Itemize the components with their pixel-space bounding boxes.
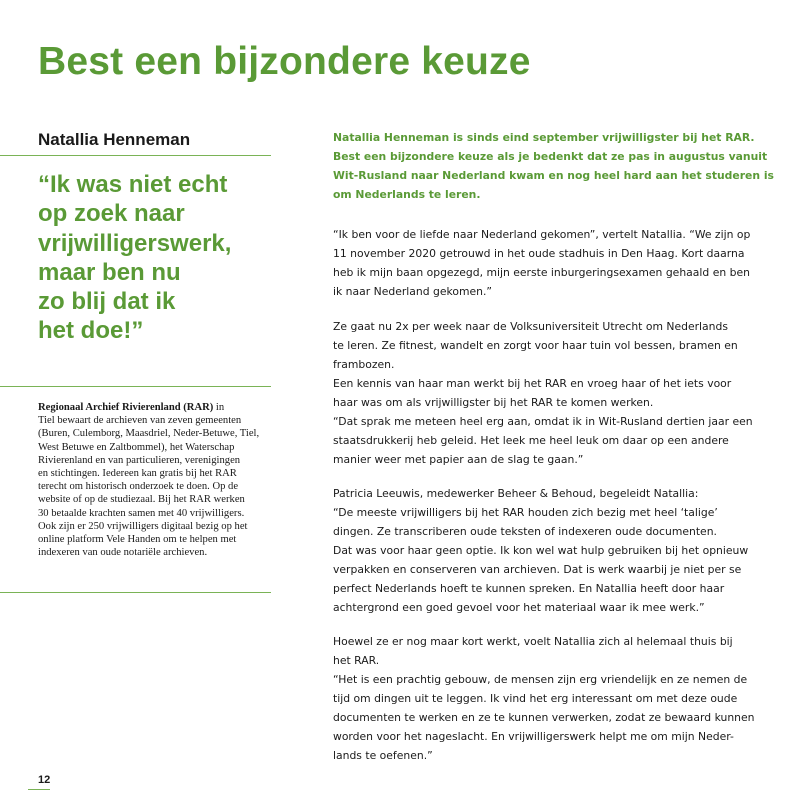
info-box-line: website of op de studiezaal. Bij het RAR werken <box>38 494 245 506</box>
pull-quote <box>38 170 278 346</box>
text-line: Natallia Henneman is sinds eind september vrijwilligster bij het RAR. <box>333 131 755 144</box>
quote-line: het doe!” <box>38 317 144 345</box>
text-line: frambozen. <box>333 358 395 371</box>
info-box-line: indexeren van oude notariële archieven. <box>38 547 208 559</box>
body-paragraph-4 <box>333 632 773 765</box>
text-line: lands te oefenen.” <box>333 749 433 762</box>
page-number: 12 <box>38 774 51 786</box>
info-box-line: (Buren, Culemborg, Maasdriel, Neder-Betuwe, Tiel, <box>38 428 260 440</box>
info-box-line: Rivierenland en van particulieren, verenigingen <box>38 454 241 466</box>
divider-middle <box>0 386 271 387</box>
info-box-line: Ook zijn er 250 vrijwilligers digitaal bezig op het <box>38 520 248 532</box>
text-line: Patricia Leeuwis, medewerker Beheer & Behoud, begeleidt Natallia: <box>333 487 699 500</box>
text-line: dingen. Ze transcriberen oude teksten of indexeren oude documenten. <box>333 525 717 538</box>
info-box <box>38 401 276 559</box>
divider-bottom <box>0 592 271 593</box>
page-number-rule <box>28 789 50 790</box>
text-line: 11 november 2020 getrouwd in het oude stadhuis in Den Haag. Kort daarna <box>333 247 745 260</box>
article-title: Best een bijzondere keuze <box>38 40 531 83</box>
quote-line: “Ik was niet echt <box>38 171 228 198</box>
info-box-line: en stichtingen. Iedereen kan gratis bij het RAR <box>38 468 237 480</box>
text-line: verpakken en conserveren van archieven. Dat is werk waarbij je niet per se <box>333 563 742 576</box>
text-line: “Ik ben voor de liefde naar Nederland gekomen”, vertelt Natallia. “We zijn op <box>333 228 751 241</box>
body-paragraph-1 <box>333 225 773 301</box>
info-box-organisation: Regionaal Archief Rivierenland (RAR) <box>38 402 214 413</box>
text-line: Dat was voor haar geen optie. Ik kon wel wat hulp gebruiken bij het opnieuw <box>333 544 749 557</box>
quote-line: maar ben nu <box>38 258 181 286</box>
text-line: “De meeste vrijwilligers bij het RAR houden zich bezig met heel ‘talige’ <box>333 506 718 519</box>
text-line: achtergrond een goed gevoel voor het materiaal waar ik mee werk.” <box>333 601 705 614</box>
author-name: Natallia Henneman <box>38 130 191 149</box>
text-line: tijd om dingen uit te leggen. Ik vind het erg interessant om met deze oude <box>333 692 738 705</box>
info-box-line: 30 betaalde krachten samen met 40 vrijwilligers. <box>38 507 245 519</box>
quote-line: op zoek naar <box>38 200 185 228</box>
text-line: het RAR. <box>333 654 380 667</box>
text-line: Hoewel ze er nog maar kort werkt, voelt Natallia zich al helemaal thuis bij <box>333 635 733 648</box>
intro-paragraph <box>333 128 773 204</box>
info-box-text: in <box>213 402 225 413</box>
text-line: te leren. Ze fitnest, wandelt en zorgt voor haar tuin vol bessen, bramen en <box>333 339 738 352</box>
text-line: Een kennis van haar man werkt bij het RAR en vroeg haar of het iets voor <box>333 377 732 390</box>
divider-top <box>0 155 271 156</box>
info-box-line: terecht om historisch onderzoek te doen. Op de <box>38 481 239 493</box>
body-paragraph-2 <box>333 317 773 469</box>
text-line: “Dat sprak me meteen heel erg aan, omdat ik in Wit-Rusland dertien jaar een <box>333 415 753 428</box>
text-line: Wit-Rusland naar Nederland kwam en nog heel hard aan het studeren is <box>333 169 774 182</box>
text-line: om Nederlands te leren. <box>333 188 481 201</box>
text-line: Ze gaat nu 2x per week naar de Volksuniversiteit Utrecht om Nederlands <box>333 320 728 333</box>
text-line: Best een bijzondere keuze als je bedenkt dat ze pas in augustus vanuit <box>333 150 768 163</box>
info-box-line <box>38 401 276 414</box>
text-line: haar was om als vrijwilligster bij het RAR te komen werken. <box>333 396 654 409</box>
quote-line: vrijwilligerswerk, <box>38 229 232 257</box>
text-line: “Het is een prachtig gebouw, de mensen zijn erg vriendelijk en ze nemen de <box>333 673 748 686</box>
info-box-line: Tiel bewaart de archieven van zeven gemeenten <box>38 415 242 427</box>
text-line: ik naar Nederland gekomen.” <box>333 285 493 298</box>
text-line: documenten te werken en ze te kunnen verwerken, zodat ze bewaard kunnen <box>333 711 755 724</box>
info-box-line: West Betuwe en Zaltbommel), het Waterschap <box>38 441 235 453</box>
text-line: heb ik mijn baan opgezegd, mijn eerste inburgeringsexamen gehaald en ben <box>333 266 750 279</box>
text-line: manier weer met papier aan de slag te gaan.” <box>333 453 584 466</box>
info-box-line: online platform Vele Handen om te helpen met <box>38 534 237 546</box>
text-line: perfect Nederlands hoeft te kunnen spreken. En Natallia heeft door haar <box>333 582 725 595</box>
text-line: worden voor het nageslacht. En vrijwilligerswerk helpt me om mijn Neder- <box>333 730 734 743</box>
quote-line: zo blij dat ik <box>38 288 176 316</box>
body-paragraph-3 <box>333 484 773 617</box>
text-line: staatsdrukkerij heb geleid. Het leek me heel leuk om daar op een andere <box>333 434 729 447</box>
